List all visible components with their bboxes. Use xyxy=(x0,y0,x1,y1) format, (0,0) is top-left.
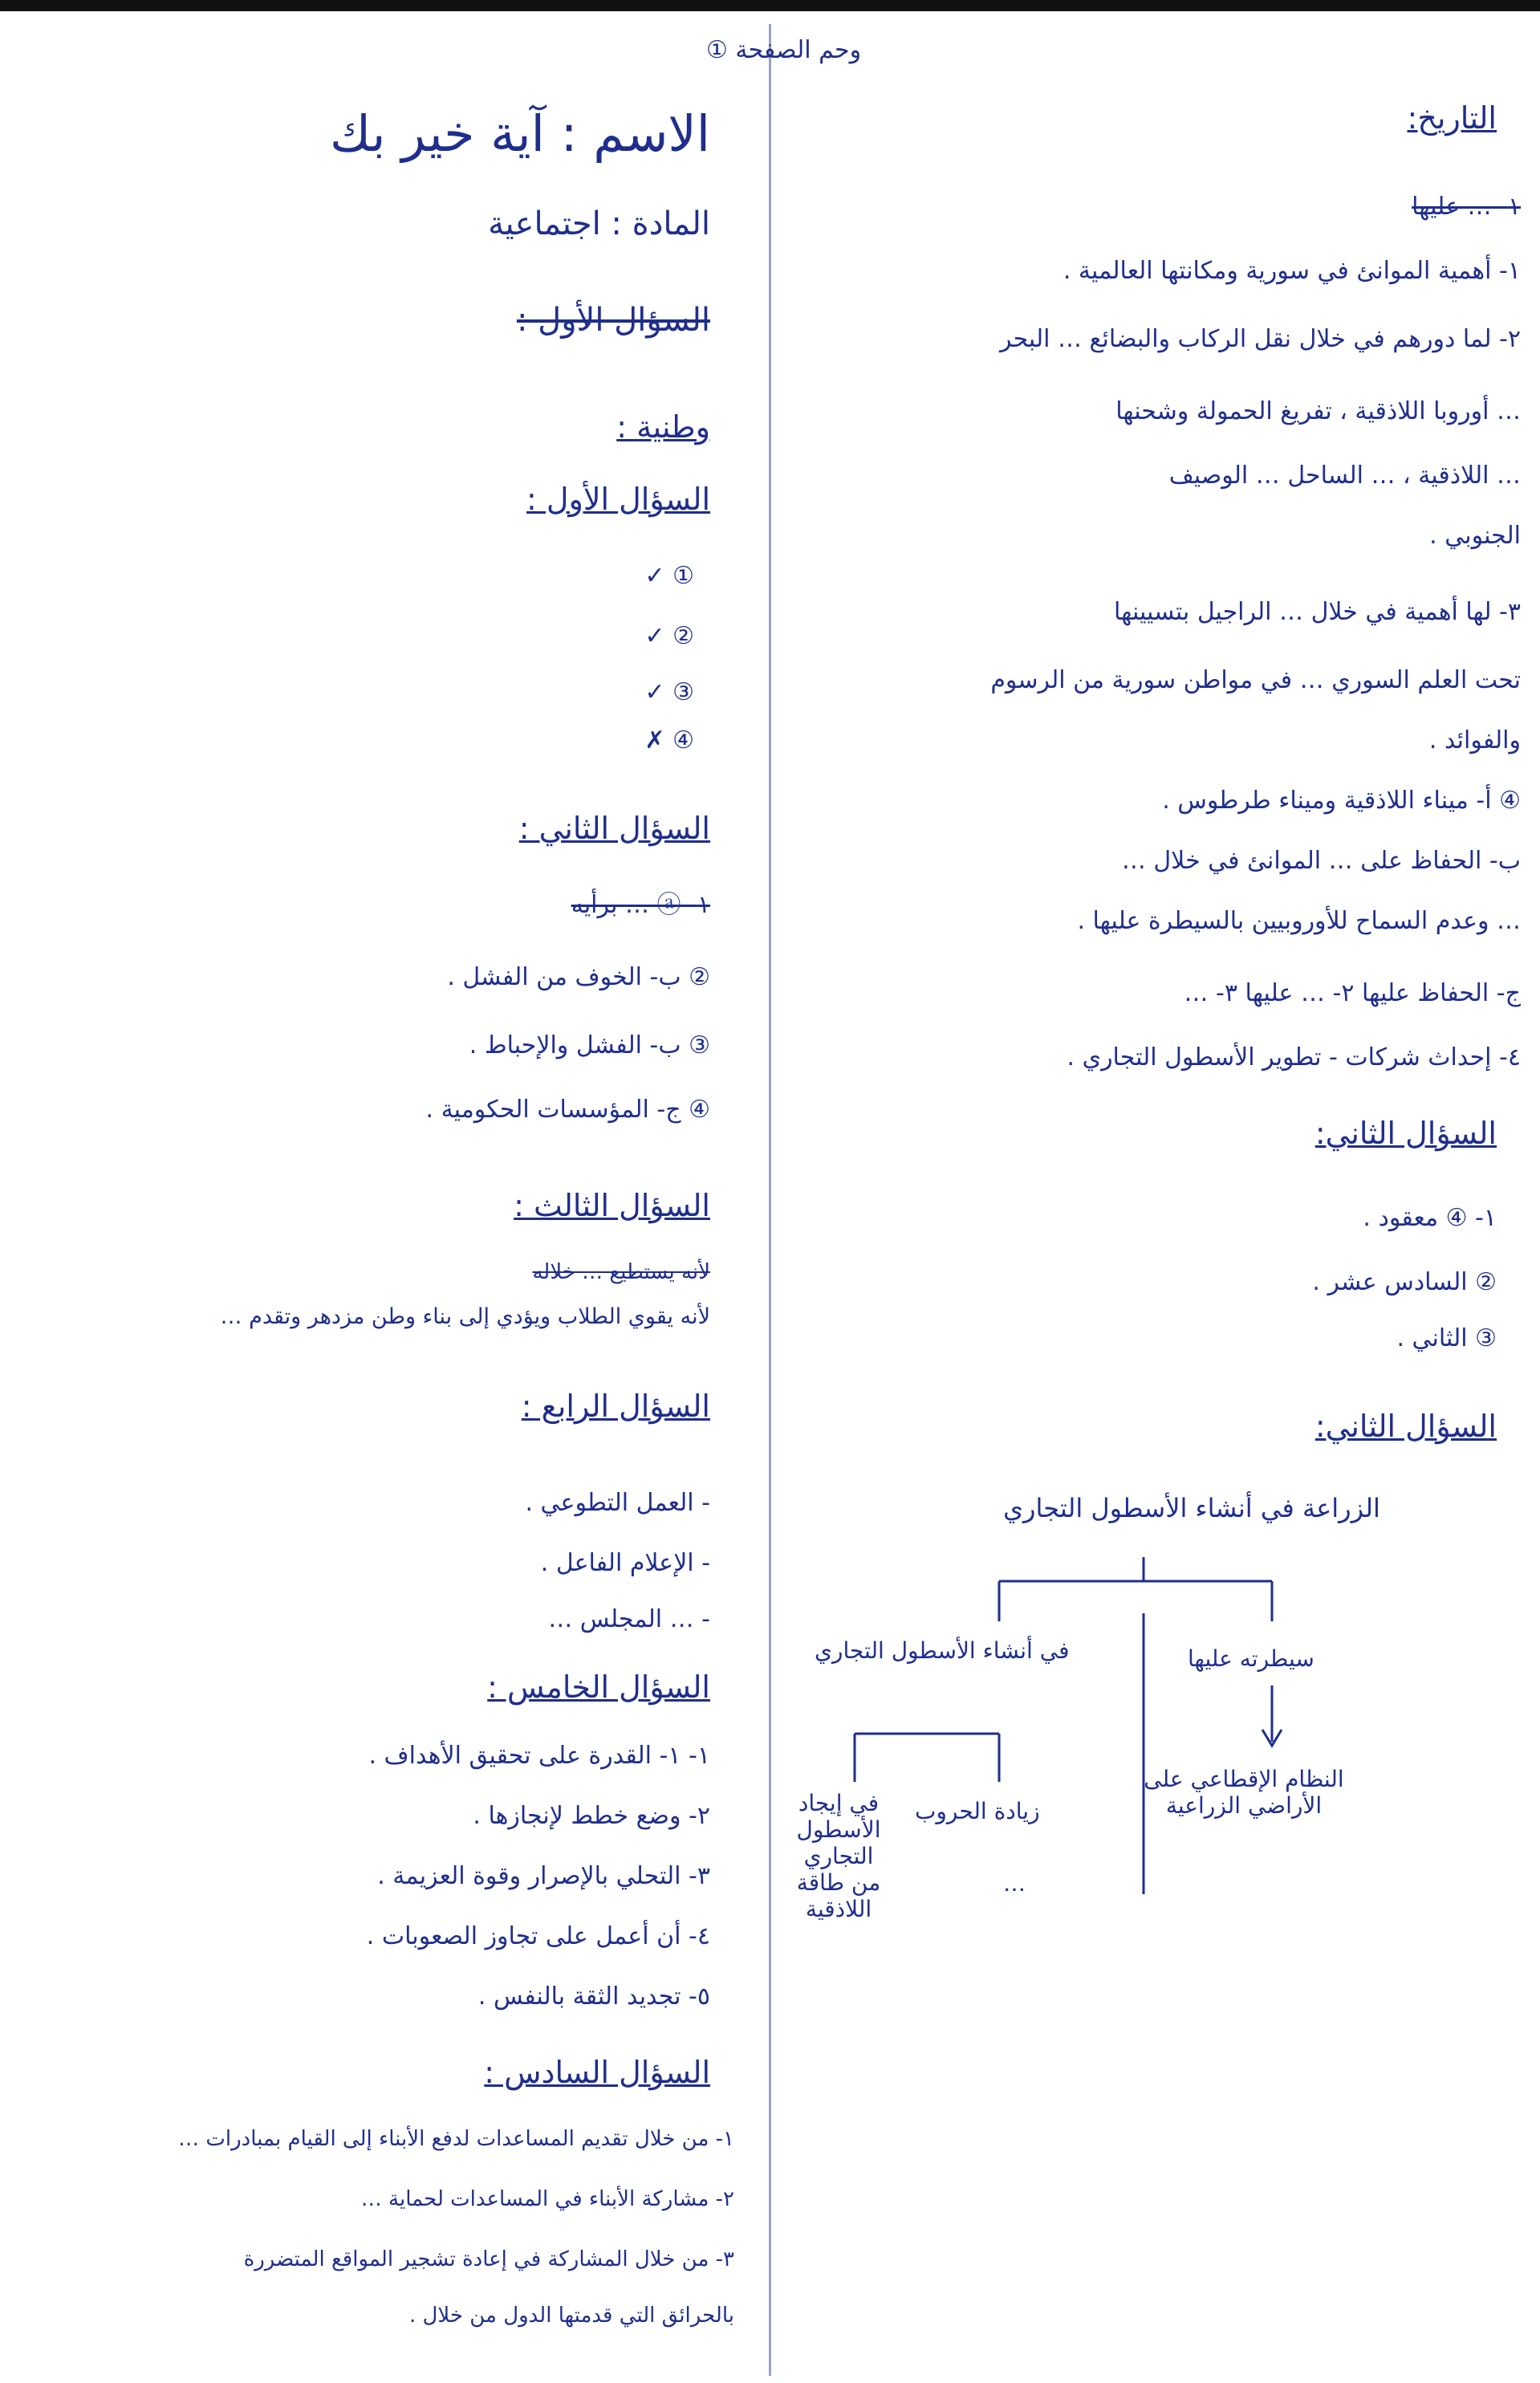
answer-mark: ② ✓ xyxy=(644,622,694,650)
answer-line: - العمل التطوعي . xyxy=(525,1489,710,1517)
struck-heading: السؤال الأول : xyxy=(516,302,710,339)
answer-line: ② ب- الخوف من الفشل . xyxy=(447,963,710,991)
struck-line: لأنه يستطيع … خلاله xyxy=(532,1260,710,1284)
question-heading: السؤال الثالث : xyxy=(514,1188,710,1223)
answer-line: تحت العلم السوري … في مواطن سورية من الرسوم xyxy=(990,666,1521,694)
subject-label: المادة : اجتماعية xyxy=(488,205,710,242)
answer-line: بالحرائق التي قدمتها الدول من خلال . xyxy=(408,2304,734,2328)
answer-line: ب- الحفاظ على … الموانئ في خلال … xyxy=(1121,847,1521,875)
question-heading: السؤال الثاني: xyxy=(1314,1409,1497,1444)
answer-line: ③ ب- الفشل والإحباط . xyxy=(469,1031,710,1059)
answer-line: ٢- مشاركة الأبناء في المساعدات لحماية … xyxy=(360,2187,734,2211)
answer-line: ١- ١- القدرة على تحقيق الأهداف . xyxy=(368,1742,710,1770)
answer-line: … وعدم السماح للأوروبيين بالسيطرة عليها . xyxy=(1077,907,1521,935)
answer-line: لأنه يقوي الطلاب ويؤدي إلى بناء وطن مزدهر وتقدم … xyxy=(220,1304,710,1329)
answer-line: ١- من خلال تقديم المساعدات لدفع الأبناء إلى القيام بمبادرات … xyxy=(178,2127,734,2151)
answer-line: ④ أ- ميناء اللاذقية وميناء طرطوس . xyxy=(1162,787,1521,815)
tree-leaf: زيادة الحروب xyxy=(915,1798,1040,1824)
question-heading: السؤال الأول : xyxy=(526,482,710,517)
tree-branch-left: في أنشاء الأسطول التجاري xyxy=(815,1637,1070,1664)
answer-line: … اللاذقية ، … الساحل … الوصيف xyxy=(1168,462,1521,490)
answer-line: ٣- من خلال المشاركة في إعادة تشجير المواقع المتضررة xyxy=(243,2247,734,2271)
answer-line: ٢- وضع خطط لإنجازها . xyxy=(473,1802,710,1830)
answer-line: ٥- تجديد الثقة بالنفس . xyxy=(477,1982,710,2011)
scan-edge xyxy=(0,0,1540,11)
section-heading: وطنية : xyxy=(616,409,710,445)
answer-line: ② السادس عشر . xyxy=(1312,1268,1497,1296)
tree-leaf: … xyxy=(1003,1870,1026,1897)
answer-line: ٤- إحداث شركات - تطوير الأسطول التجاري . xyxy=(1067,1043,1521,1072)
column-divider xyxy=(769,24,771,2376)
answer-line: ٣- التحلي بالإصرار وقوة العزيمة . xyxy=(377,1862,710,1890)
answer-line: والفوائد . xyxy=(1428,726,1521,754)
answer-line: ١- ④ معقود . xyxy=(1363,1204,1497,1232)
question-heading: السؤال السادس : xyxy=(484,2055,710,2090)
tree-leaf: في إيجاد الأسطول التجاري من طاقة اللاذقية xyxy=(796,1790,881,1922)
answer-line: ١- أهمية الموانئ في سورية ومكانتها العالمية . xyxy=(1063,257,1521,285)
answer-line: ج- الحفاظ عليها ٢- … عليها ٣- … xyxy=(1184,979,1521,1007)
history-heading: التاريخ: xyxy=(1407,100,1497,136)
answer-line: … أوروبا اللاذقية ، تفريغ الحمولة وشحنها xyxy=(1115,397,1521,425)
tree-right-result: النظام الإقطاعي على الأراضي الزراعية xyxy=(1144,1766,1344,1819)
question-heading: السؤال الرابع : xyxy=(521,1389,710,1424)
page-number: وحم الصفحة ① xyxy=(706,36,862,64)
answer-line: ٢- لما دورهم في خلال نقل الركاب والبضائع … البحر xyxy=(1000,325,1521,353)
struck-line: ١- ⓐ … برأيه xyxy=(571,891,710,919)
question-heading: السؤال الخامس : xyxy=(487,1669,710,1705)
tree-branch-right: سيطرته عليها xyxy=(1188,1645,1314,1672)
answer-mark: ④ ✗ xyxy=(644,726,694,754)
tree-diagram xyxy=(790,1477,1521,2039)
student-name: الاسم : آية خير بك xyxy=(330,104,710,163)
answer-mark: ① ✓ xyxy=(644,562,694,590)
answer-line: ٤- أن أعمل على تجاوز الصعوبات . xyxy=(366,1922,710,1950)
answer-line: الجنوبي . xyxy=(1429,522,1521,550)
question-heading: السؤال الثاني : xyxy=(518,811,710,846)
struck-line: ١- … عليها xyxy=(1412,193,1521,221)
answer-mark: ③ ✓ xyxy=(644,678,694,706)
answer-line: ③ الثاني . xyxy=(1396,1324,1497,1352)
answer-line: - … المجلس … xyxy=(548,1605,710,1633)
answer-line: - الإعلام الفاعل . xyxy=(540,1549,710,1577)
answer-line: ٣- لها أهمية في خلال … الراجيل بتسيينها xyxy=(1113,598,1521,626)
answer-line: ④ ج- المؤسسات الحكومية . xyxy=(425,1096,710,1124)
question-heading: السؤال الثاني: xyxy=(1314,1116,1497,1151)
tree-root: الزراعة في أنشاء الأسطول التجاري xyxy=(1003,1493,1380,1523)
